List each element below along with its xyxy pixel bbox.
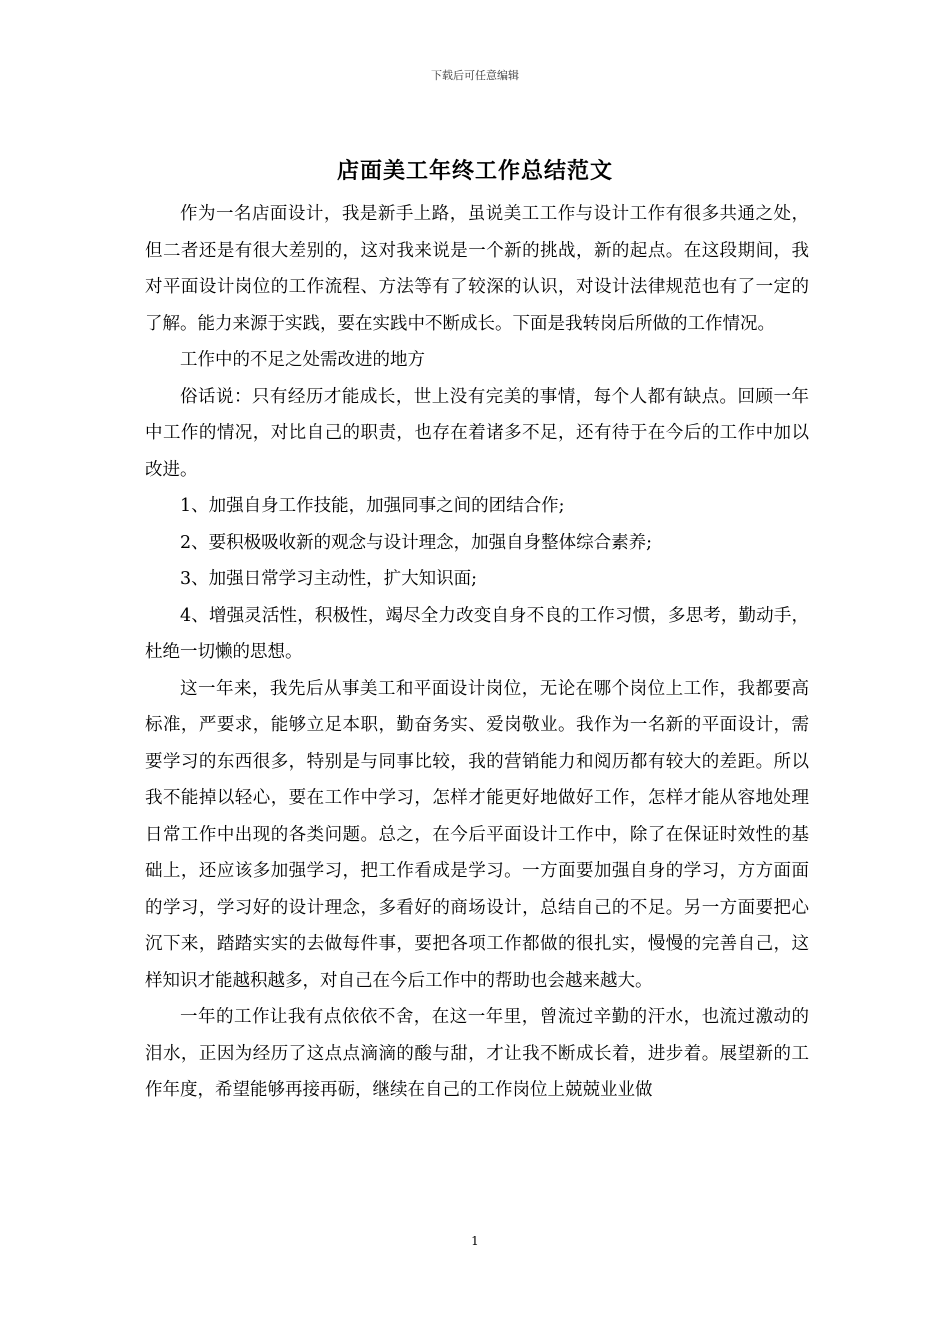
paragraph-intro: 作为一名店面设计，我是新手上路，虽说美工工作与设计工作有很多共通之处，但二者还是有很大差别的，这对我来说是一个新的挑战，新的起点。在这段期间，我对平面设计岗位的工作流程、方法等有了较深的认识，对设计法律规范也有了一定的了解。能力来源于实践，要在实践中不断成长。下面是我转岗后所做的工作情况。 bbox=[145, 204, 809, 334]
list-item-4: 4、增强灵活性，积极性，竭尽全力改变自身不良的工作习惯，多思考，勤动手，杜绝一切懒的思想。 bbox=[145, 605, 809, 662]
paragraph-section-heading: 工作中的不足之处需改进的地方 bbox=[180, 350, 425, 370]
paragraph-outlook: 一年的工作让我有点依依不舍，在这一年里，曾流过辛勤的汗水，也流过激动的泪水，正因为经历了这点点滴滴的酸与甜，才让我不断成长着，进步着。展望新的工作年度，希望能够再接再砺，继续在自己的工作岗位上兢兢业业做 bbox=[145, 1007, 809, 1100]
document-body bbox=[145, 196, 809, 1109]
document-title: 店面美工年终工作总结范文 bbox=[336, 158, 613, 184]
list-item-3: 3、加强日常学习主动性，扩大知识面; bbox=[180, 569, 478, 589]
list-item-1: 1、加强自身工作技能，加强同事之间的团结合作; bbox=[180, 496, 565, 516]
paragraph-shortcomings: 俗话说：只有经历才能成长，世上没有完美的事情，每个人都有缺点。回顾一年中工作的情况，对比自己的职责，也存在着诸多不足，还有待于在今后的工作中加以改进。 bbox=[145, 386, 809, 480]
paragraph-year-review: 这一年来，我先后从事美工和平面设计岗位，无论在哪个岗位上工作，我都要高标准，严要求，能够立足本职，勤奋务实、爱岗敬业。我作为一名新的平面设计，需要学习的东西很多，特别是与同事比较，我的营销能力和阅历都有较大的差距。所以我不能掉以轻心，要在工作中学习，怎样才能更好地做好工作，怎样才能从容地处理日常工作中出现的各类问题。总之，在今后平面设计工作中，除了在保证时效性的基础上，还应该多加强学习，把工作看成是学习。一方面要加强自身的学习，方方面面的学习，学习好的设计理念，多看好的商场设计，总结自己的不足。另一方面要把心沉下来，踏踏实实的去做每件事，要把各项工作都做的很扎实，慢慢的完善自己，这样知识才能越积越多，对自己在今后工作中的帮助也会越来越大。 bbox=[145, 678, 809, 991]
page-header: 下载后可任意编辑 bbox=[431, 69, 519, 82]
page-number: 1 bbox=[471, 1234, 479, 1248]
list-item-2: 2、要积极吸收新的观念与设计理念，加强自身整体综合素养; bbox=[180, 532, 653, 553]
